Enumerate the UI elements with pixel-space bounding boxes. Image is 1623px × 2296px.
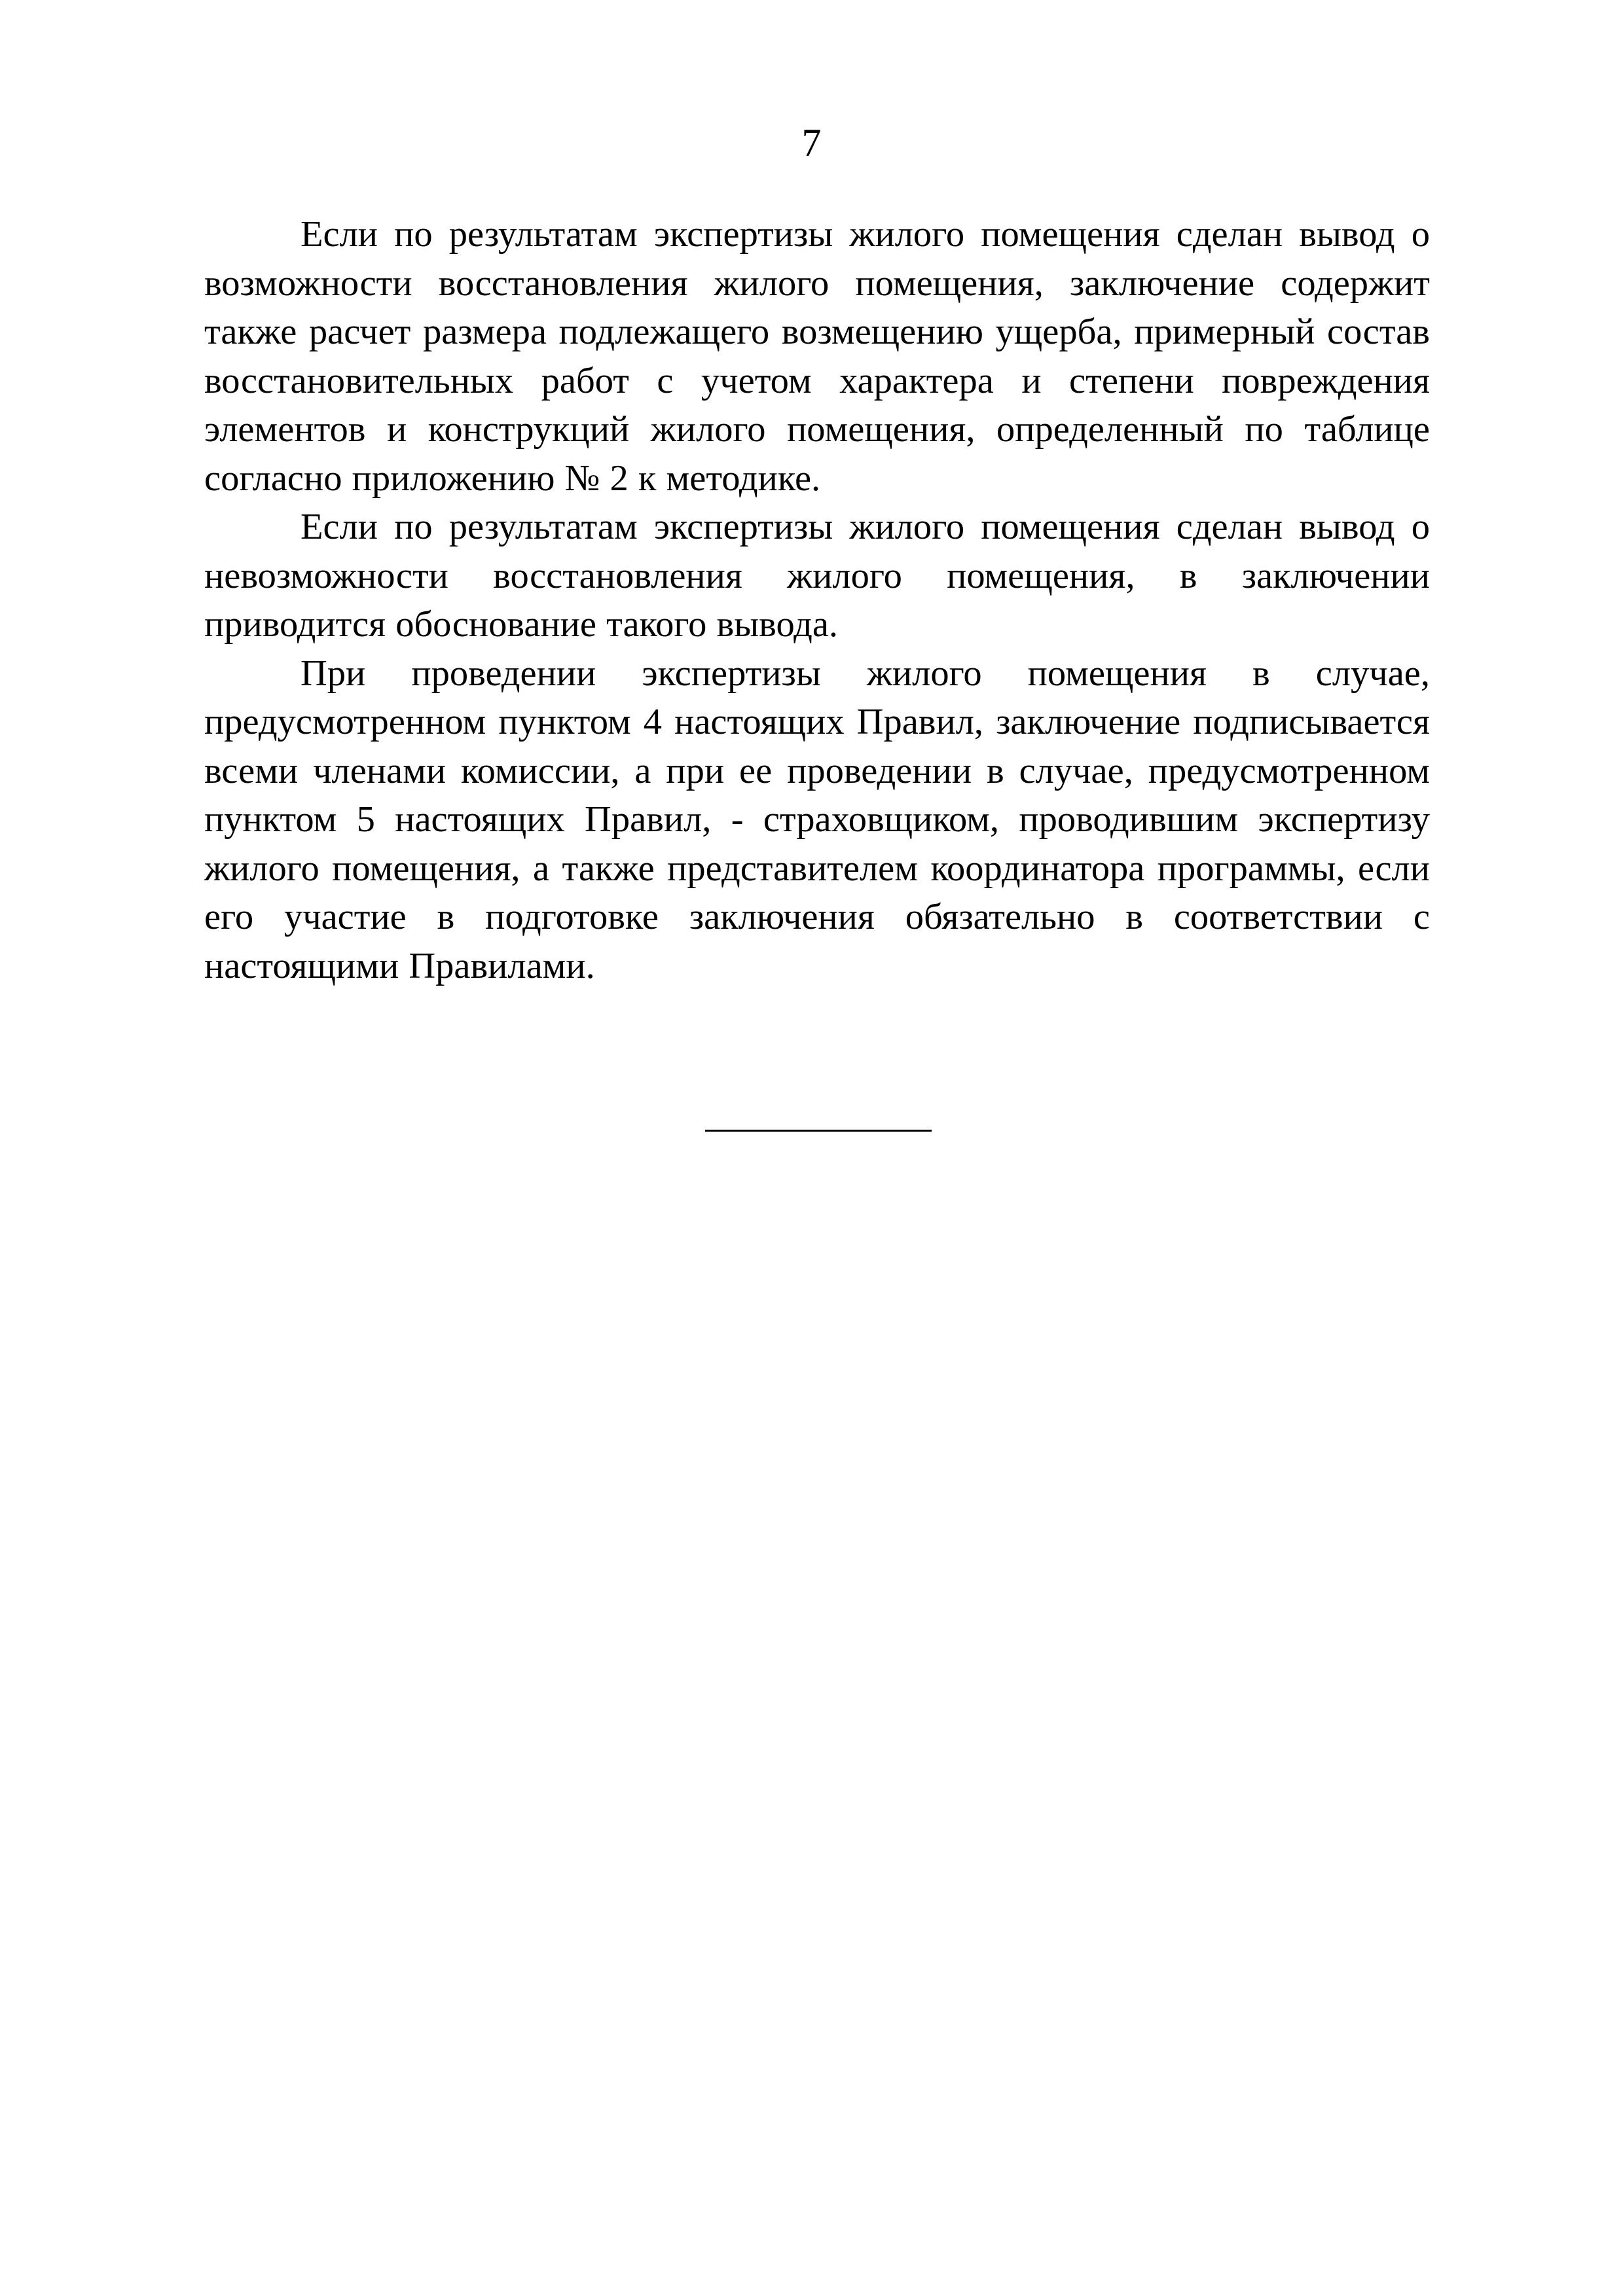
paragraph-signatures: При проведении экспертизы жилого помещения в случае, предусмотренном пунктом 4 настоящих Правил, заключение подписывается всеми членами комиссии, а при ее проведении в случае, предусмотренном пунктом 5 настоящих Правил, - страховщиком, проводившим экспертизу жилого помещения, а также представителем координатора программы, если его участие в подготовке заключения обязательно в соответствии с настоящими Правилами. [204, 653, 1430, 986]
page-number: 7 [801, 121, 822, 164]
document-body [204, 210, 1430, 990]
paragraph-restoration-possible: Если по результатам экспертизы жилого помещения сделан вывод о возможности восстановления жилого помещения, заключение содержит также расчет размера подлежащего возмещению ущерба, примерный состав восстановительных работ с учетом характера и степени повреждения элементов и конструкций жилого помещения, определенный по таблице согласно приложению № 2 к методике. [204, 214, 1430, 499]
end-of-text-rule [705, 1130, 932, 1132]
paragraph-restoration-impossible: Если по результатам экспертизы жилого помещения сделан вывод о невозможности восстановления жилого помещения, в заключении приводится обоснование такого вывода. [204, 507, 1430, 645]
